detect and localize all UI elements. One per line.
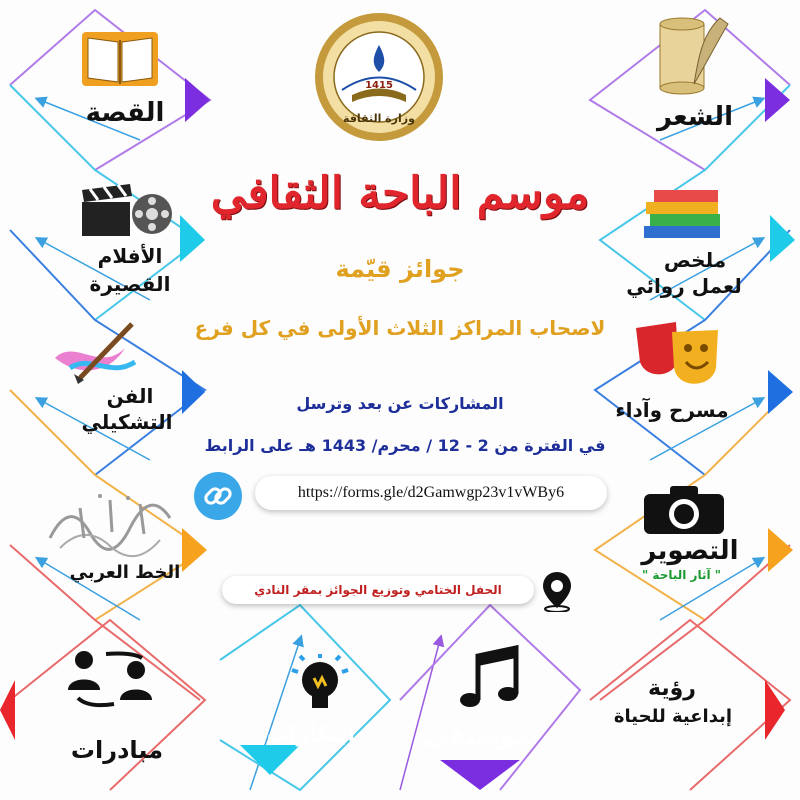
quill-scroll-icon (650, 14, 734, 100)
event-title: موسم الباحة الثقافي (210, 168, 590, 219)
remote-participation-line: المشاركات عن بعد وترسل (296, 394, 504, 413)
category-creative-vision-label-1: رؤية (648, 676, 696, 701)
registration-link[interactable]: https://forms.gle/d2Gamwgp23v1vWBy6 (255, 476, 607, 510)
lightbulb-icon (286, 650, 354, 718)
category-novel-summary-label-1: ملخص (663, 248, 727, 272)
category-music-label: موسيقى (424, 722, 530, 750)
category-calligraphy-label: الخط العربي (69, 562, 181, 583)
category-creative-vision-label-2: إبداعية للحياة (613, 706, 733, 727)
logo-caption: وزارة الثقافة (343, 112, 415, 125)
category-short-films-label-1: الأفلام (97, 244, 163, 268)
theater-masks-icon (632, 318, 724, 392)
music-notes-icon (456, 642, 528, 718)
category-photography-label: التصوير (641, 536, 739, 566)
open-book-icon (78, 28, 162, 90)
film-reel-clapper-icon (78, 182, 174, 242)
category-fine-art-label-2: التشكيلي (81, 410, 173, 434)
category-theater-label: مسرح وآداء (615, 398, 729, 422)
location-pin-icon (540, 570, 574, 612)
category-initiatives-label: مبادرات (70, 736, 164, 764)
winners-line: لاصحاب المراكز الثلاث الأولى في كل فرع (194, 316, 606, 340)
prizes-heading: جوائز قيّمة (335, 255, 465, 283)
category-fine-art-label-1: الفن (106, 384, 154, 408)
people-cycle-icon (62, 646, 158, 710)
logo-year: 1415 (365, 80, 393, 91)
category-story-label: القصة (85, 98, 165, 128)
period-line: في الفترة من 2 - 12 / محرم/ 1443 هـ على الرابط (204, 436, 606, 455)
paintbrush-icon (50, 318, 140, 384)
closing-ceremony-note: الحفل الختامي وتوزيع الجوائز بمقر النادي (222, 576, 534, 604)
ministry-seal-logo (312, 10, 446, 144)
category-poetry-label: الشعر (657, 102, 733, 132)
chain-link-icon (192, 470, 244, 522)
photography-theme-tag: " آثار الباحة " (642, 568, 722, 582)
category-innovations-label: ابتكارات (266, 722, 356, 747)
category-novel-summary-label-2: لعمل روائي (626, 274, 742, 298)
book-stack-icon (640, 186, 726, 242)
arabic-calligraphy-icon (40, 488, 180, 558)
camera-icon (642, 484, 726, 536)
category-short-films-label-2: القصيرة (89, 272, 171, 296)
